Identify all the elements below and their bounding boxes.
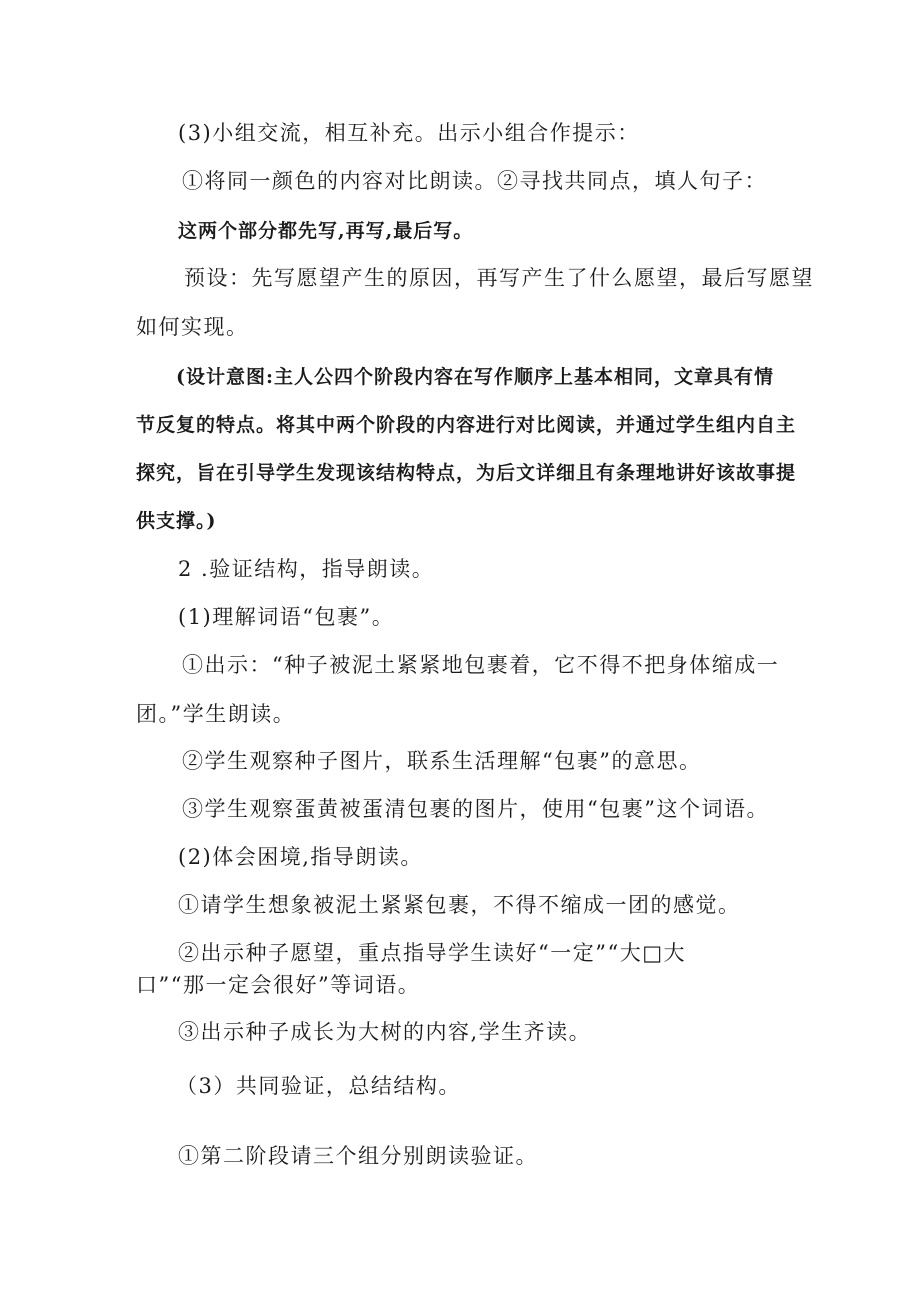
paragraph-show-sentence-line1: ①出示：“种子被泥土紧紧地包裹着，它不得不把身体缩成一 xyxy=(182,653,780,677)
paragraph-design-intent-line3: 探究，旨在引导学生发现该结构特点，为后文详细且有条理地讲好该故事提 xyxy=(136,462,797,484)
paragraph-show-sentence-line2: 团。”学生朗读。 xyxy=(136,702,296,726)
heading-verify-structure: 2 .验证结构，指导朗读。 xyxy=(178,557,435,581)
paragraph-tree-growth: ③出示种子成长为大树的内容,学生齐读。 xyxy=(178,1020,592,1044)
paragraph-group-discussion: (3)小组交流，相互补充。出示小组合作提示： xyxy=(178,121,640,145)
paragraph-seed-wish-line1: ②出示种子愿望，重点指导学生读好“一定”“大□大 xyxy=(178,941,687,965)
paragraph-design-intent-line2: 节反复的特点。将其中两个阶段的内容进行对比阅读，并通过学生组内自主 xyxy=(136,414,797,436)
paragraph-observe-egg: ③学生观察蛋黄被蛋清包裹的图片，使用“包裹”这个词语。 xyxy=(182,797,769,821)
paragraph-seed-wish-line2: 口”“那一定会很好”等词语。 xyxy=(136,973,421,997)
paragraph-preset-line2: 如何实现。 xyxy=(136,315,249,339)
paragraph-design-intent-line4: 供支撑。) xyxy=(136,510,217,532)
paragraph-preset-line1: 预设：先写愿望产生的原因，再写产生了什么愿望，最后写愿望 xyxy=(184,266,814,290)
paragraph-observe-seed: ②学生观察种子图片，联系生活理解“包裹”的意思。 xyxy=(182,749,702,773)
paragraph-experience-difficulty: (2)体会困境,指导朗读。 xyxy=(178,845,423,869)
paragraph-design-intent-line1: (设计意图:主人公四个阶段内容在写作顺序上基本相同，文章具有情 xyxy=(176,366,775,388)
paragraph-joint-verify: （3）共同验证，总结结构。 xyxy=(176,1074,461,1098)
paragraph-understand-word: (1)理解词语“包裹”。 xyxy=(178,605,395,629)
paragraph-imagine: ①请学生想象被泥土紧紧包裹，不得不缩成一团的感觉。 xyxy=(178,893,741,917)
paragraph-cooperation-tips: ①将同一颜色的内容对比朗读。②寻找共同点，填人句子： xyxy=(182,169,767,193)
paragraph-sentence-frame: 这两个部分都先写,再写,最后写。 xyxy=(178,220,474,242)
paragraph-stage-two: ①第二阶段请三个组分别朗读验证。 xyxy=(178,1144,538,1168)
